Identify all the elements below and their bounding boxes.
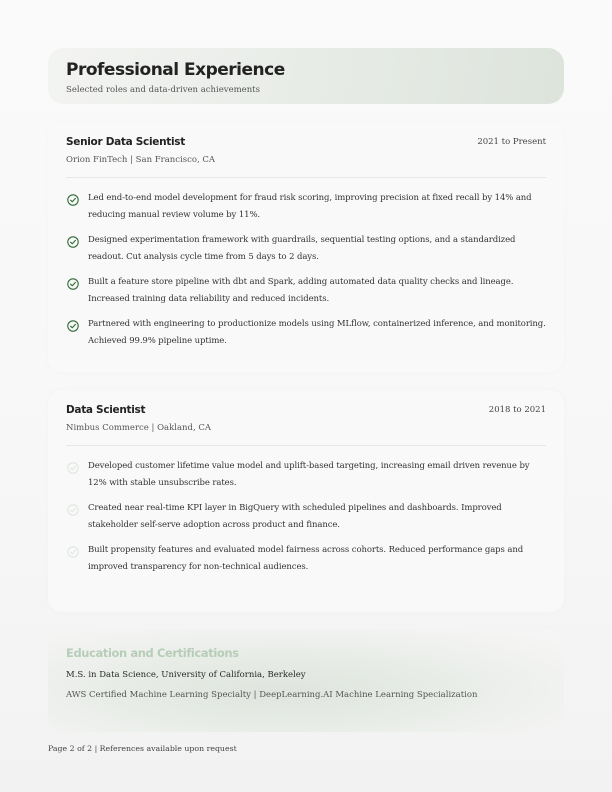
page-title: Professional Experience	[66, 60, 285, 80]
achievement-text: Built propensity features and evaluated model fairness across cohorts. Reduced performance gaps and improved transparency for non-technical audiences.	[88, 545, 524, 572]
list-item	[66, 500, 546, 534]
role-title: Data Scientist	[66, 404, 146, 416]
role-dates: 2021 to Present	[477, 137, 546, 147]
list-item	[66, 316, 546, 350]
role-dates: 2018 to 2021	[488, 405, 546, 415]
list-item	[66, 458, 546, 492]
check-circle-icon	[67, 320, 79, 332]
list-item	[66, 274, 546, 308]
list-item	[66, 190, 546, 224]
check-circle-icon	[67, 278, 79, 290]
certifications: AWS Certified Machine Learning Specialty | DeepLearning.AI Machine Learning Specialization	[66, 690, 478, 700]
degree: M.S. in Data Science, University of California, Berkeley	[66, 670, 306, 680]
achievement-text: Designed experimentation framework with guardrails, sequential testing options, and a standardized readout. Cut analysis cycle time from 5 days to 2 days.	[88, 235, 516, 262]
achievement-text: Built a feature store pipeline with dbt and Spark, adding automated data quality checks and lineage. Increased training data reliability and reduced incidents.	[88, 277, 514, 304]
section-header	[48, 48, 564, 104]
achievement-text: Partnered with engineering to productionize models using MLflow, containerized inference, and monitoring. Achieved 99.9% pipeline uptime.	[88, 319, 546, 346]
check-circle-icon	[67, 462, 79, 474]
experience-card-senior-data-scientist	[48, 122, 564, 372]
achievement-text: Led end-to-end model development for fraud risk scoring, improving precision at fixed recall by 14% and reducing manual review volume by 11%.	[88, 193, 532, 220]
achievement-list	[66, 458, 546, 584]
page-footer: Page 2 of 2 | References available upon request	[48, 744, 237, 753]
check-circle-icon	[67, 194, 79, 206]
achievement-text: Developed customer lifetime value model and uplift-based targeting, increasing email driven revenue by 12% with stable unsubscribe rates.	[88, 461, 530, 488]
achievement-text: Created near real-time KPI layer in BigQuery with scheduled pipelines and dashboards. Improved stakeholder self-serve adoption across product and finance.	[88, 503, 502, 530]
role-title: Senior Data Scientist	[66, 136, 185, 148]
check-circle-icon	[67, 546, 79, 558]
divider	[66, 445, 546, 446]
company-location: Nimbus Commerce | Oakland, CA	[66, 423, 212, 433]
divider	[66, 177, 546, 178]
experience-card-data-scientist	[48, 390, 564, 612]
list-item	[66, 232, 546, 266]
education-title: Education and Certifications	[66, 646, 239, 660]
list-item	[66, 542, 546, 576]
check-circle-icon	[67, 236, 79, 248]
company-location: Orion FinTech | San Francisco, CA	[66, 155, 216, 165]
check-circle-icon	[67, 504, 79, 516]
page-subtitle: Selected roles and data-driven achievements	[66, 85, 260, 95]
education-section	[48, 630, 564, 732]
achievement-list	[66, 190, 546, 358]
